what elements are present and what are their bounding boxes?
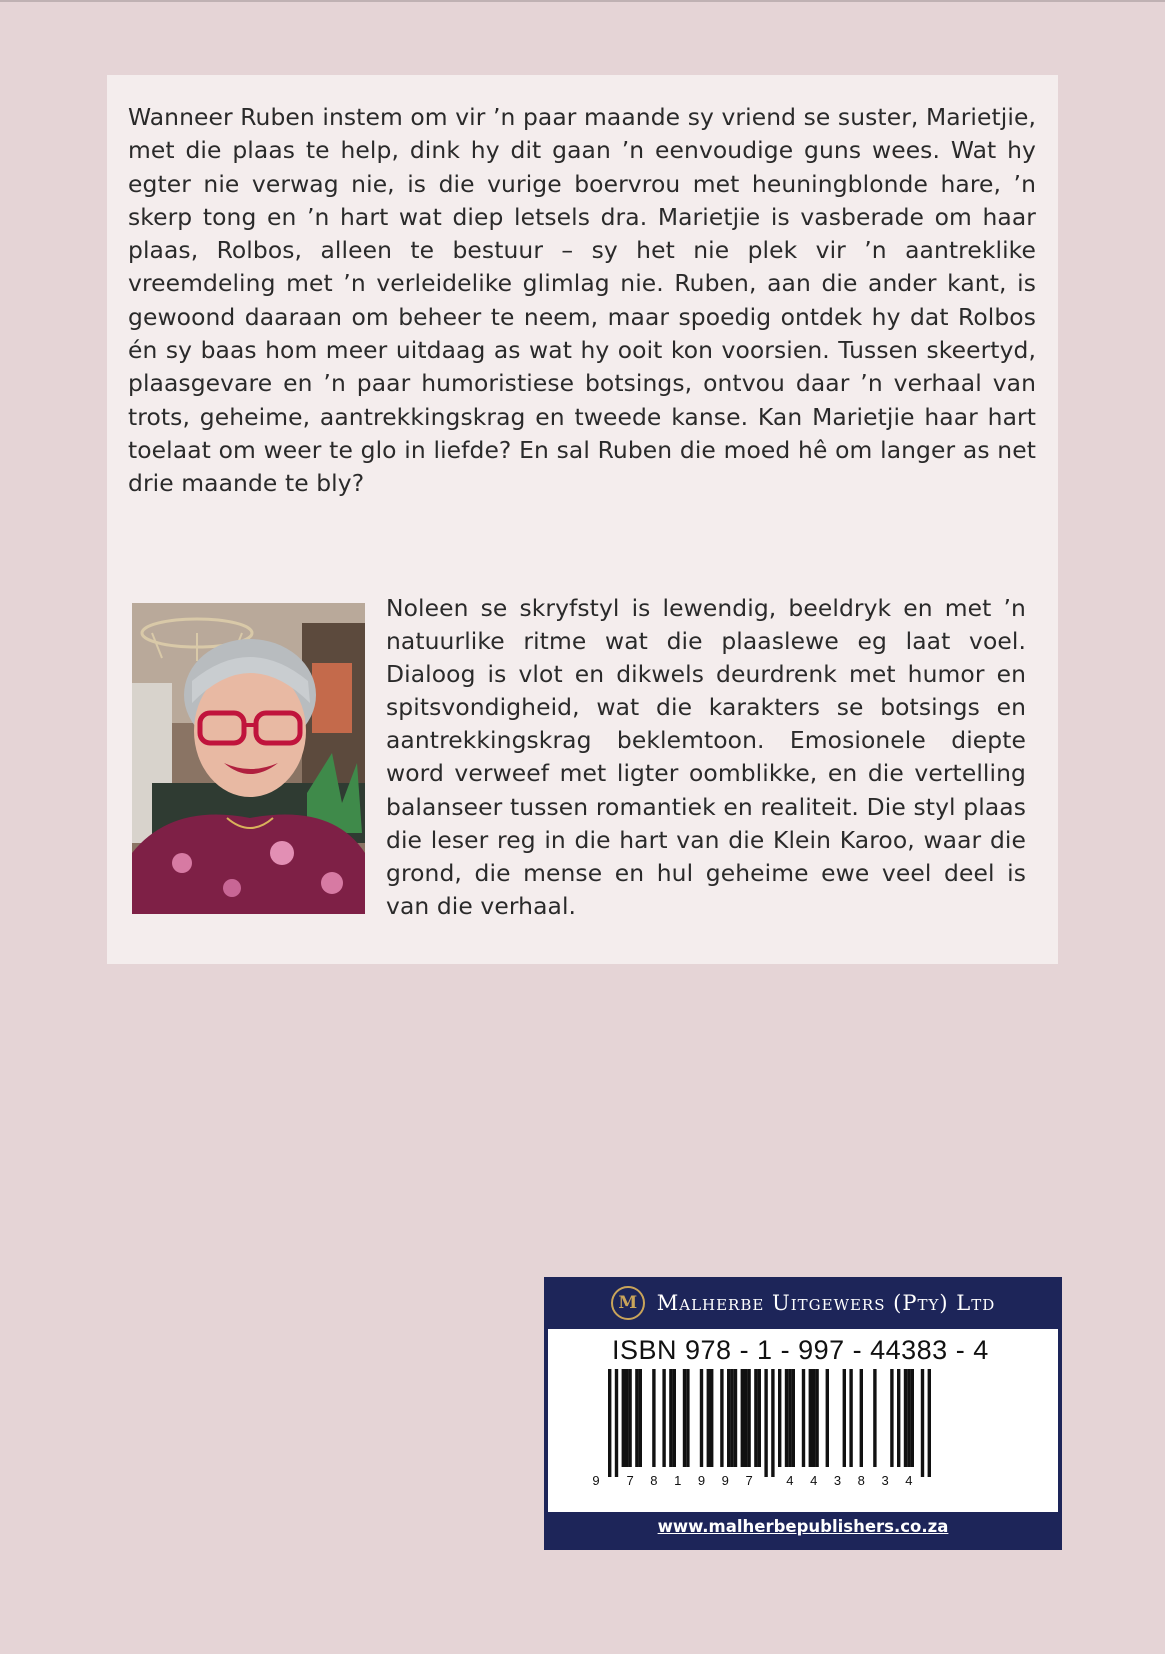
barcode-bar <box>860 1369 863 1467</box>
barcode-bar <box>792 1369 795 1467</box>
barcode-digit: 9 <box>697 1473 706 1488</box>
barcode-bar <box>710 1369 713 1467</box>
barcode <box>586 1369 986 1489</box>
barcode-bar <box>700 1369 703 1467</box>
barcode-digit: 3 <box>881 1473 889 1488</box>
publisher-name: Malherbe Uitgewers (Pty) Ltd <box>656 1290 996 1315</box>
barcode-bar <box>727 1369 730 1467</box>
publisher-website-link[interactable]: www.malherbepublishers.co.za <box>657 1517 949 1536</box>
barcode-bar <box>928 1369 931 1477</box>
top-border <box>0 0 1165 2</box>
barcode-bar <box>785 1369 788 1467</box>
barcode-digit: 4 <box>786 1473 794 1488</box>
barcode-bar <box>734 1369 737 1467</box>
author-photo <box>132 603 365 914</box>
barcode-bar <box>730 1369 733 1467</box>
barcode-digit: 7 <box>745 1473 753 1488</box>
barcode-bar <box>921 1369 924 1477</box>
barcode-bar <box>622 1369 625 1467</box>
barcode-bar <box>778 1369 781 1467</box>
book-blurb: Wanneer Ruben instem om vir ’n paar maande sy vriend se suster, Marietjie, met die plaas te help, dink hy dit gaan ’n eenvoudige guns wees. Wat hy egter nie verwag nie, is die vurige boervrou met heuningblonde hare, ’n skerp tong en ’n hart wat diep letsels dra. Marietjie is vasberade om haar plaas, Rolbos, alleen te bestuur – sy het nie plek vir ’n aantreklike vreemdeling met ’n verleidelike glimlag nie. Ruben, aan die ander kant, is gewoond daaraan om beheer te neem, maar spoedig ontdek hy dat Rolbos én sy baas hom meer uitdaag as wat hy ooit kon voorsien. Tussen skeertyd, plaasgevare en ’n paar humoristiese botsings, ontvou daar ’n verhaal van trots, geheime, aantrekkingskrag en tweede kanse. Kan Marietjie haar hart toelaat om weer te glo in liefde? En sal Ruben die moed hê om langer as net drie maande te bly? <box>128 103 1036 498</box>
back-cover-panel <box>107 75 1058 964</box>
barcode-digit: 8 <box>857 1473 865 1488</box>
barcode-bar <box>669 1369 672 1467</box>
barcode-bar <box>673 1369 676 1467</box>
barcode-bar <box>639 1369 642 1467</box>
barcode-bar <box>809 1369 812 1467</box>
barcode-bar <box>747 1369 750 1467</box>
barcode-bar <box>849 1369 852 1467</box>
barcode-bar <box>707 1369 710 1467</box>
author-portrait-illustration <box>132 603 365 914</box>
barcode-bar <box>608 1369 611 1477</box>
barcode-bar <box>662 1369 665 1467</box>
barcode-digit: 7 <box>626 1473 634 1488</box>
barcode-bar <box>720 1369 723 1467</box>
barcode-bar <box>812 1369 815 1467</box>
barcode-bar <box>771 1369 774 1477</box>
barcode-bar <box>754 1369 757 1467</box>
barcode-bar <box>907 1369 910 1467</box>
publisher-header <box>544 1277 1062 1328</box>
publisher-logo-icon: M <box>611 1286 645 1320</box>
barcode-bar <box>788 1369 791 1467</box>
barcode-bar <box>826 1369 829 1467</box>
barcode-bar <box>652 1369 655 1467</box>
barcode-digit: 4 <box>905 1473 913 1488</box>
isbn-number: ISBN 978 - 1 - 997 - 44383 - 4 <box>612 1335 989 1365</box>
isbn-block <box>544 1277 1062 1550</box>
barcode-bar <box>615 1369 618 1477</box>
barcode-digit: 4 <box>810 1473 818 1488</box>
barcode-bar <box>628 1369 631 1467</box>
barcode-bar <box>764 1369 767 1477</box>
barcode-bar <box>683 1369 686 1467</box>
author-bio: Noleen se skryfstyl is lewendig, beeldryk en met ’n natuurlike ritme wat die plaaslewe eg laat voel. Dialoog is vlot en dikwels deurdrenk met humor en spitsvondigheid, wat die karakters se botsings en aantrekkingskrag beklemtoon. Emosionele diepte word verweef met ligter oomblikke, en die vertelling balanseer tussen romantiek en realiteit. Die styl plaas die leser reg in die hart van die Klein Karoo, waar die grond, die mense en hul geheime ewe veel deel is van die verhaal. <box>386 594 1026 920</box>
barcode-digit: 1 <box>674 1473 682 1488</box>
barcode-bar <box>897 1369 900 1467</box>
barcode-bar <box>758 1369 761 1467</box>
barcode-digit: 3 <box>833 1473 842 1488</box>
barcode-box <box>548 1329 1058 1512</box>
barcode-digit: 8 <box>650 1473 658 1488</box>
barcode-bar <box>744 1369 747 1467</box>
barcode-bar <box>686 1369 689 1467</box>
barcode-bar <box>843 1369 846 1467</box>
barcode-bar <box>911 1369 914 1467</box>
barcode-bar <box>635 1369 638 1467</box>
barcode-bar <box>904 1369 907 1467</box>
barcode-bar <box>802 1369 805 1467</box>
barcode-bar <box>625 1369 628 1467</box>
barcode-bar <box>741 1369 744 1467</box>
barcode-digit: 9 <box>592 1473 600 1488</box>
barcode-bar <box>815 1369 818 1467</box>
barcode-bar <box>873 1369 876 1467</box>
barcode-digit: 9 <box>721 1473 729 1488</box>
barcode-bar <box>890 1369 893 1467</box>
